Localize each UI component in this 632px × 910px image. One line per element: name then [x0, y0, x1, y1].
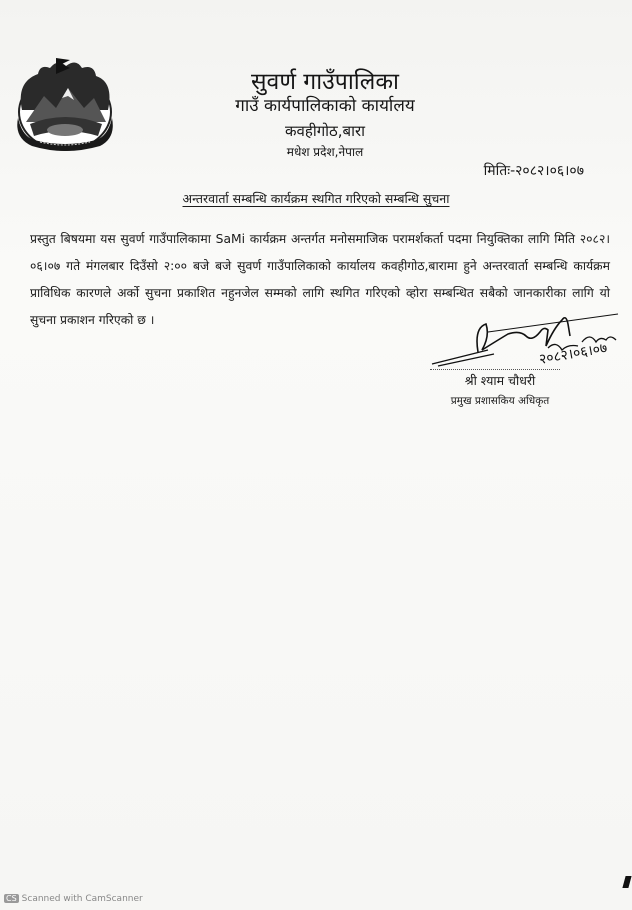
camscanner-logo-icon: CS — [6, 894, 17, 903]
office-name: सुवर्ण गाउँपालिका — [251, 69, 399, 95]
office-location: कवहीगोठ,बारा — [285, 122, 365, 140]
notice-date: मितिः-२०८२।०६।०७ — [483, 163, 584, 179]
scanner-watermark — [4, 894, 143, 904]
signatory-title: प्रमुख प्रशासकिय अधिकृत — [450, 395, 550, 407]
notice-subject-text: अन्तरवार्ता सम्बन्धि कार्यक्रम स्थगित गरिएको सम्बन्धि सुचना — [182, 191, 450, 206]
signature-line — [430, 369, 560, 370]
scanner-text: Scanned with CamScanner — [21, 894, 143, 904]
corner-mark — [622, 876, 631, 888]
office-subtitle: गाउँ कार्यपालिकाको कार्यालय — [235, 96, 415, 116]
notice-subject — [0, 190, 632, 207]
office-province: मधेश प्रदेश,नेपाल — [286, 145, 364, 159]
signatory-name: श्री श्याम चौधरी — [464, 373, 536, 388]
signature-date: २०८२।०६।०७ — [537, 340, 609, 368]
nepal-emblem-icon — [10, 52, 120, 156]
handwritten-signature — [428, 306, 623, 374]
notice-body: प्रस्तुत बिषयमा यस सुवर्ण गाउँपालिकामा SaMi कार्यक्रम अन्तर्गत मनोसमाजिक परामर्शकर्ता पदमा नियुक्तिका लागि मिति २०८२।०६।०७ गते मंगलबार दिउँसो २:०० बजे बजे सुवर्ण गाउँपालिकाको कार्यालय कवहीगोठ,बारामा हुने अन्तरवार्ता सम्बन्धि कार्यक्रम प्राविधिक कारणले अर्को सुचना प्रकाशित नहुनजेल सम्मको लागि स्थगित गरिएको व्होरा सम्बन्धित सबैको जानकारीका लागि यो सुचना प्रकाशन गरिएको छ । — [30, 232, 610, 327]
